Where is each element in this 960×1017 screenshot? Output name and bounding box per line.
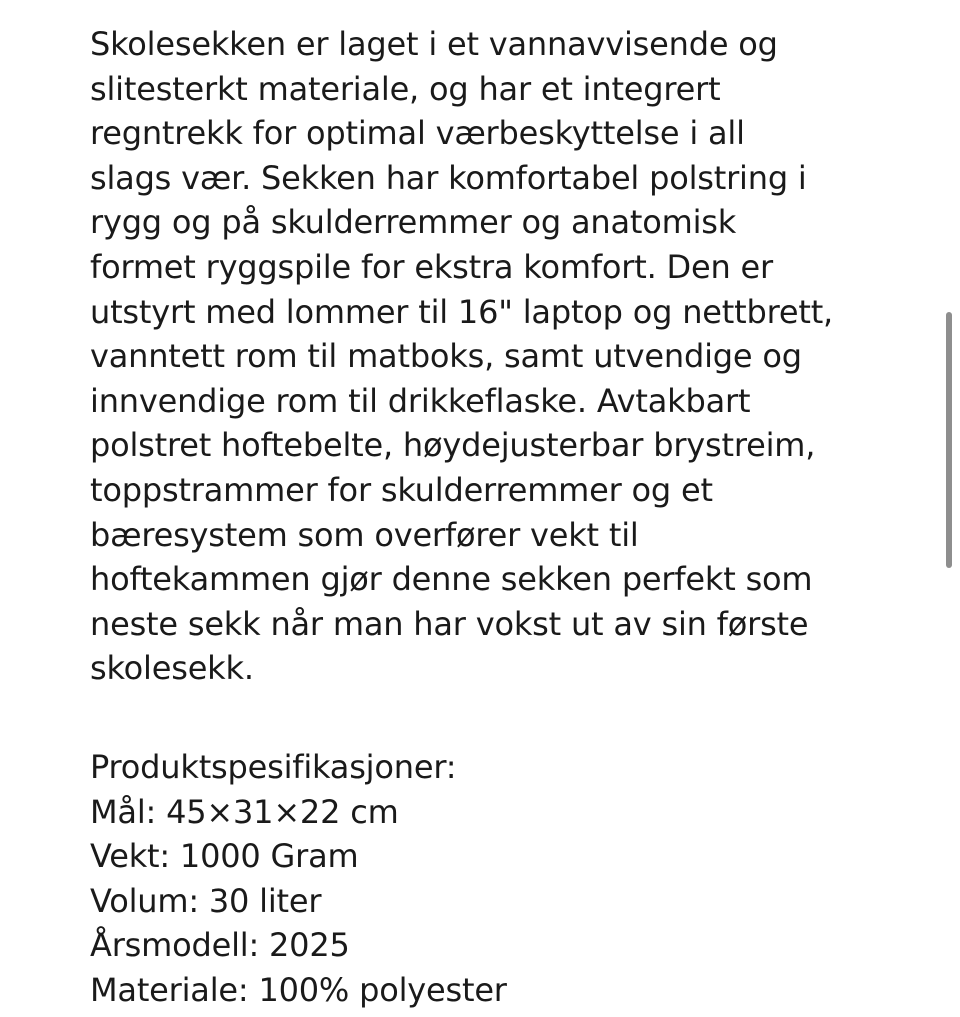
paragraph-spacer xyxy=(90,691,890,745)
description-line: bæresystem som overfører vekt til xyxy=(90,515,639,554)
description-line: slitesterkt materiale, og har et integrert xyxy=(90,69,721,108)
specs-heading: Produktspesifikasjoner: xyxy=(90,747,457,786)
spec-volume: Volum: 30 liter xyxy=(90,881,322,920)
description-line: innvendige rom til drikkeflaske. Avtakbart xyxy=(90,381,751,420)
description-line: vanntett rom til matboks, samt utvendige og xyxy=(90,337,802,376)
spec-dimensions: Mål: 45×31×22 cm xyxy=(90,792,399,831)
description-line: polstret hoftebelte, høydejusterbar brystreim, xyxy=(90,426,816,465)
spec-weight: Vekt: 1000 Gram xyxy=(90,837,359,876)
description-line: slags vær. Sekken har komfortabel polstring i xyxy=(90,158,807,197)
description-line: toppstrammer for skulderremmer og et xyxy=(90,470,713,509)
description-line: skolesekk. xyxy=(90,649,254,688)
description-line: rygg og på skulderremmer og anatomisk xyxy=(90,203,737,242)
spec-model-year: Årsmodell: 2025 xyxy=(90,926,350,965)
description-line: utstyrt med lommer til 16" laptop og nettbrett, xyxy=(90,292,834,331)
product-description-text xyxy=(90,22,890,1012)
vertical-scrollbar[interactable] xyxy=(946,312,952,568)
description-line: formet ryggspile for ekstra komfort. Den er xyxy=(90,247,773,286)
spec-material: Materiale: 100% polyester xyxy=(90,970,507,1009)
description-line: neste sekk når man har vokst ut av sin første xyxy=(90,604,809,643)
description-line: hoftekammen gjør denne sekken perfekt som xyxy=(90,560,813,599)
description-line: regntrekk for optimal værbeskyttelse i all xyxy=(90,114,745,153)
description-line: Skolesekken er laget i et vannavvisende og xyxy=(90,25,778,63)
